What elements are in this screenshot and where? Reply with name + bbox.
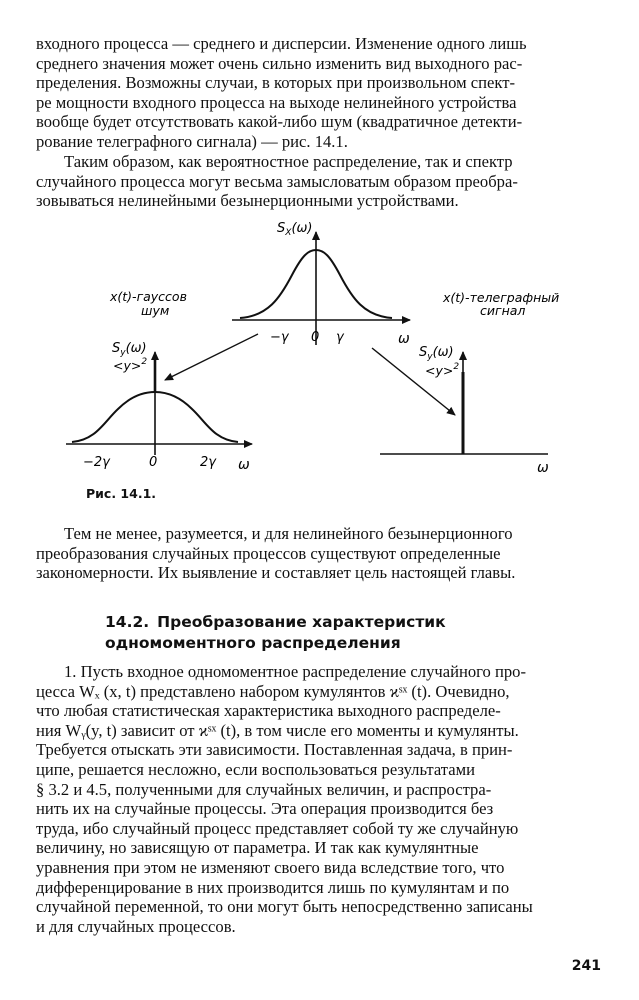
tick-gamma: γ xyxy=(336,330,344,345)
text-line: ципе, решается несложно, если воспользоваться результатами xyxy=(36,759,475,779)
omega-label-left: ω xyxy=(238,457,250,473)
input-spectrum-label: $S_X(\omega)$ xyxy=(277,221,313,238)
text-line: вообще будет отсутствовать какой-либо шум (квадратичное детекти- xyxy=(36,112,523,132)
left-y-label: $S_y(\omega)$ xyxy=(112,341,147,358)
omega-label: ω xyxy=(398,331,410,347)
tick-minus-2gamma: −2γ xyxy=(83,455,110,470)
section-title-1: Преобразование характеристик xyxy=(157,613,446,631)
arrow-to-left-plot xyxy=(165,334,258,380)
text-line: цесса Wₓ (x, t) представлено набором кумулянтов ϰˢˣ (t). Очевидно, xyxy=(36,681,510,701)
right-mean-label: <y>$^2$ xyxy=(425,362,460,378)
right-y-label: $S_y(\omega)$ xyxy=(419,345,454,362)
page-number: 241 xyxy=(571,958,601,974)
tick-zero-left: 0 xyxy=(149,455,158,470)
left-mean-label: <y>$^2$ xyxy=(113,357,148,373)
text-line: Тем не менее, разумеется, и для нелинейного безынерционного xyxy=(64,524,513,543)
text-line: § 3.2 и 4.5, полученными для случайных величин, и распростра- xyxy=(36,779,492,799)
text-line: ре мощности входного процесса на выходе нелинейного устройства xyxy=(36,92,517,112)
text-line: рование телеграфного сигнала) — рис. 14.1. xyxy=(36,131,348,151)
text-line: уравнения при этом не изменяют своего вида вследствие того, что xyxy=(36,857,505,877)
text-line: пределения. Возможны случаи, в которых при произвольном спект- xyxy=(36,73,516,93)
gaussian-noise-label-2: шум xyxy=(141,303,170,318)
section-number: 14.2. xyxy=(105,613,150,631)
tick-minus-gamma: −γ xyxy=(270,330,289,345)
text-line: преобразования случайных процессов существуют определенные xyxy=(36,543,501,563)
text-line: зовываться нелинейными безынерционными устройствами. xyxy=(36,191,459,211)
section-heading-line-1 xyxy=(105,612,585,633)
text-line: величину, но зависящую от параметра. И так как кумулянтные xyxy=(36,838,479,858)
text-line: случайного процесса могут весьма замысловатым образом преобра- xyxy=(36,171,518,191)
top-paragraph xyxy=(36,34,603,152)
telegraph-signal-label: x(t)-телеграфный xyxy=(443,290,560,305)
omega-label-right: ω xyxy=(537,460,549,476)
text-line: закономерности. Их выявление и составляет цель настоящей главы. xyxy=(36,563,516,583)
text-line: и для случайных процессов. xyxy=(36,916,236,936)
gaussian-noise-label: x(t)-гауссов xyxy=(110,289,187,304)
text-line: 1. Пусть входное одномоментное распределение случайного про- xyxy=(64,662,526,681)
second-paragraph xyxy=(36,152,603,211)
text-line: Таким образом, как вероятностное распределение, так и спектр xyxy=(64,152,513,171)
tick-zero: 0 xyxy=(311,330,320,345)
section-title-2: одномоментного распределения xyxy=(105,634,401,652)
tick-2gamma: 2γ xyxy=(200,455,216,470)
telegraph-signal-label-2: сигнал xyxy=(480,303,526,318)
section-heading xyxy=(105,612,585,654)
text-line: ния Wᵧ(y, t) зависит от ϰˢˣ (t), в том числе его моменты и кумулянты. xyxy=(36,720,519,740)
input-spectrum-plot xyxy=(232,221,410,347)
figure-caption: Рис. 14.1. xyxy=(86,486,157,501)
text-line: дифференцирование в них производится лишь по кумулянтам и по xyxy=(36,877,510,897)
text-line: Требуется отыскать эти зависимости. Поставленная задача, в прин- xyxy=(36,740,513,760)
text-line: труда, ибо случайный процесс представляет собой ту же случайную xyxy=(36,818,519,838)
text-line: что любая статистическая характеристика выходного распределе- xyxy=(36,701,501,721)
third-paragraph xyxy=(36,524,603,583)
text-line: нить их на случайные процессы. Эта операция производится без xyxy=(36,799,494,819)
text-line: входного процесса — среднего и дисперсии. Изменение одного лишь xyxy=(36,34,527,53)
telegraph-output-spectrum-plot xyxy=(380,345,549,476)
text-line: случайной переменной, то они могут быть непосредственно записаны xyxy=(36,897,533,917)
gaussian-output-spectrum-plot xyxy=(66,341,252,473)
text-line: среднего значения может очень сильно изменить вид выходного рас- xyxy=(36,53,523,73)
main-paragraph xyxy=(36,662,603,936)
figure-14-1 xyxy=(0,205,639,505)
